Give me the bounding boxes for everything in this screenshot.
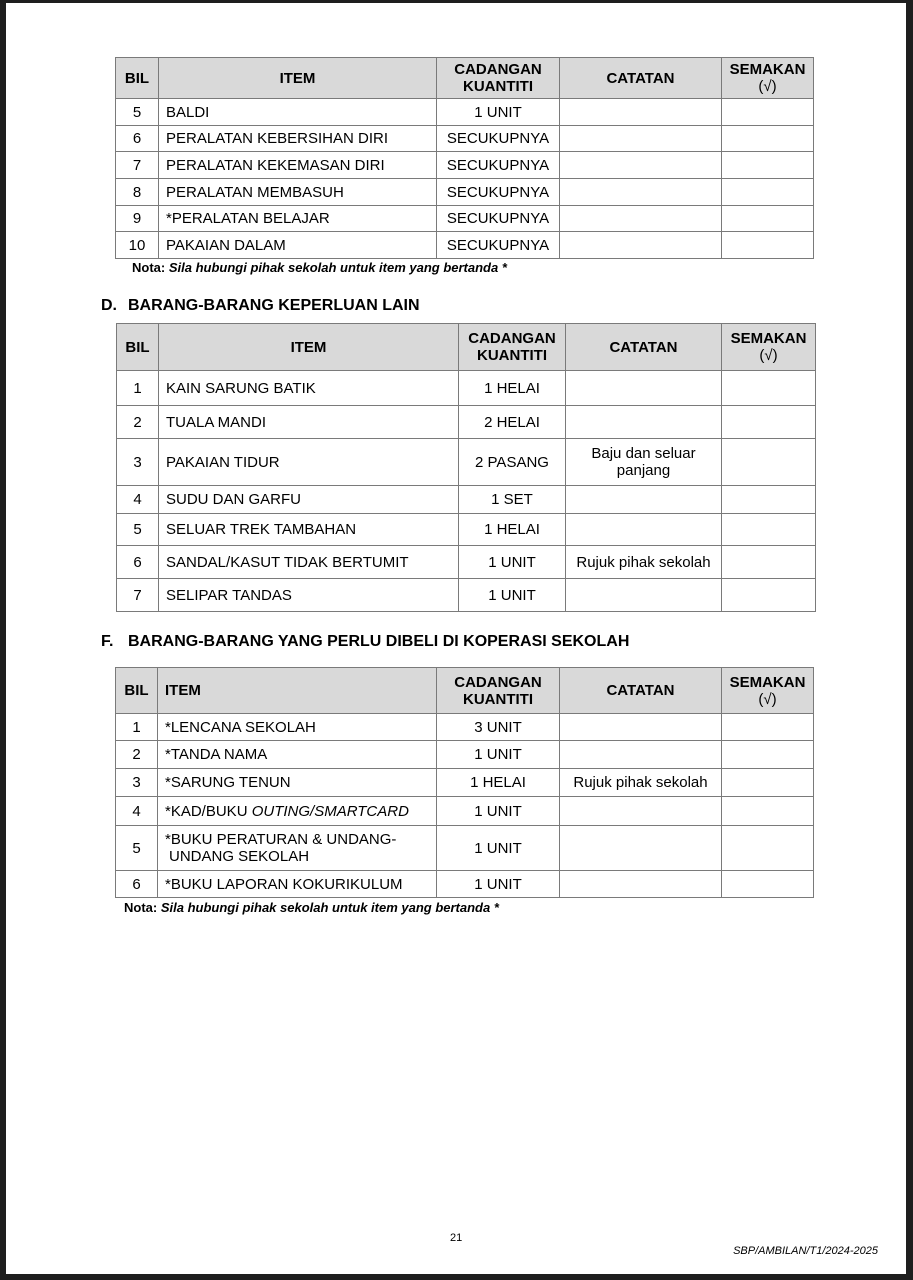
table-header-row <box>116 58 814 99</box>
check-cell[interactable] <box>722 152 814 179</box>
check-cell[interactable] <box>722 546 816 579</box>
table-section-d <box>116 323 816 612</box>
document-page <box>6 3 906 1274</box>
check-cell[interactable] <box>722 179 814 206</box>
table-row: 5 SELUAR TREK TAMBAHAN 1 HELAI <box>117 514 816 546</box>
table-row: 4 *KAD/BUKU OUTING/SMARTCARD 1 UNIT <box>116 797 814 826</box>
check-cell[interactable] <box>722 579 816 612</box>
col-header-qty: CADANGAN KUANTITI <box>437 668 560 714</box>
table-row: 1 *LENCANA SEKOLAH 3 UNIT <box>116 714 814 741</box>
col-header-note: CATATAN <box>566 324 722 371</box>
table-row: 2 TUALA MANDI 2 HELAI <box>117 406 816 439</box>
table-row: 2 *TANDA NAMA 1 UNIT <box>116 741 814 769</box>
table-row: 1 KAIN SARUNG BATIK 1 HELAI <box>117 371 816 406</box>
table-row: 7 SELIPAR TANDAS 1 UNIT <box>117 579 816 612</box>
check-cell[interactable] <box>722 741 814 769</box>
check-cell[interactable] <box>722 514 816 546</box>
col-header-item: ITEM <box>158 668 437 714</box>
col-header-item: ITEM <box>159 324 459 371</box>
check-cell[interactable] <box>722 99 814 126</box>
col-header-note: CATATAN <box>560 668 722 714</box>
table-row: 9 *PERALATAN BELAJAR SECUKUPNYA <box>116 206 814 232</box>
table-header-row <box>117 324 816 371</box>
check-cell[interactable] <box>722 826 814 871</box>
col-header-check: SEMAKAN (√) <box>722 58 814 99</box>
table-row: 5 BALDI 1 UNIT <box>116 99 814 126</box>
col-header-note: CATATAN <box>560 58 722 99</box>
check-cell[interactable] <box>722 486 816 514</box>
col-header-qty: CADANGAN KUANTITI <box>459 324 566 371</box>
check-cell[interactable] <box>722 232 814 259</box>
check-cell[interactable] <box>722 769 814 797</box>
check-cell[interactable] <box>722 439 816 486</box>
col-header-check: SEMAKAN (√) <box>722 668 814 714</box>
check-cell[interactable] <box>722 126 814 152</box>
table-header-row <box>116 668 814 714</box>
table-section-f <box>115 667 814 898</box>
section-f-heading: F. BARANG-BARANG YANG PERLU DIBELI DI KOPERASI SEKOLAH <box>101 633 630 650</box>
table-section-c <box>115 57 814 259</box>
check-cell[interactable] <box>722 871 814 898</box>
table-row: 3 PAKAIAN TIDUR 2 PASANG Baju dan seluar panjang <box>117 439 816 486</box>
table-row: 5 *BUKU PERATURAN & UNDANG- UNDANG SEKOLAH 1 UNIT <box>116 826 814 871</box>
table-row: 4 SUDU DAN GARFU 1 SET <box>117 486 816 514</box>
table-row: 7 PERALATAN KEKEMASAN DIRI SECUKUPNYA <box>116 152 814 179</box>
col-header-bil: BIL <box>116 668 158 714</box>
section-d-heading: D. BARANG-BARANG KEPERLUAN LAIN <box>101 297 420 314</box>
col-header-bil: BIL <box>116 58 159 99</box>
col-header-check: SEMAKAN (√) <box>722 324 816 371</box>
check-cell[interactable] <box>722 371 816 406</box>
table-row: 6 *BUKU LAPORAN KOKURIKULUM 1 UNIT <box>116 871 814 898</box>
table-row: 6 PERALATAN KEBERSIHAN DIRI SECUKUPNYA <box>116 126 814 152</box>
table-row: 10 PAKAIAN DALAM SECUKUPNYA <box>116 232 814 259</box>
table-row: 3 *SARUNG TENUN 1 HELAI Rujuk pihak sekolah <box>116 769 814 797</box>
check-cell[interactable] <box>722 714 814 741</box>
page-number: 21 <box>450 1232 463 1244</box>
check-cell[interactable] <box>722 206 814 232</box>
col-header-bil: BIL <box>117 324 159 371</box>
col-header-qty: CADANGAN KUANTITI <box>437 58 560 99</box>
table-row: 8 PERALATAN MEMBASUH SECUKUPNYA <box>116 179 814 206</box>
document-reference: SBP/AMBILAN/T1/2024-2025 <box>733 1245 878 1257</box>
nota-section-c: Nota: Sila hubungi pihak sekolah untuk item yang bertanda * <box>132 260 507 275</box>
table-row: 6 SANDAL/KASUT TIDAK BERTUMIT 1 UNIT Rujuk pihak sekolah <box>117 546 816 579</box>
col-header-item: ITEM <box>159 58 437 99</box>
nota-section-f: Nota: Sila hubungi pihak sekolah untuk item yang bertanda * <box>124 900 499 915</box>
check-cell[interactable] <box>722 406 816 439</box>
check-cell[interactable] <box>722 797 814 826</box>
